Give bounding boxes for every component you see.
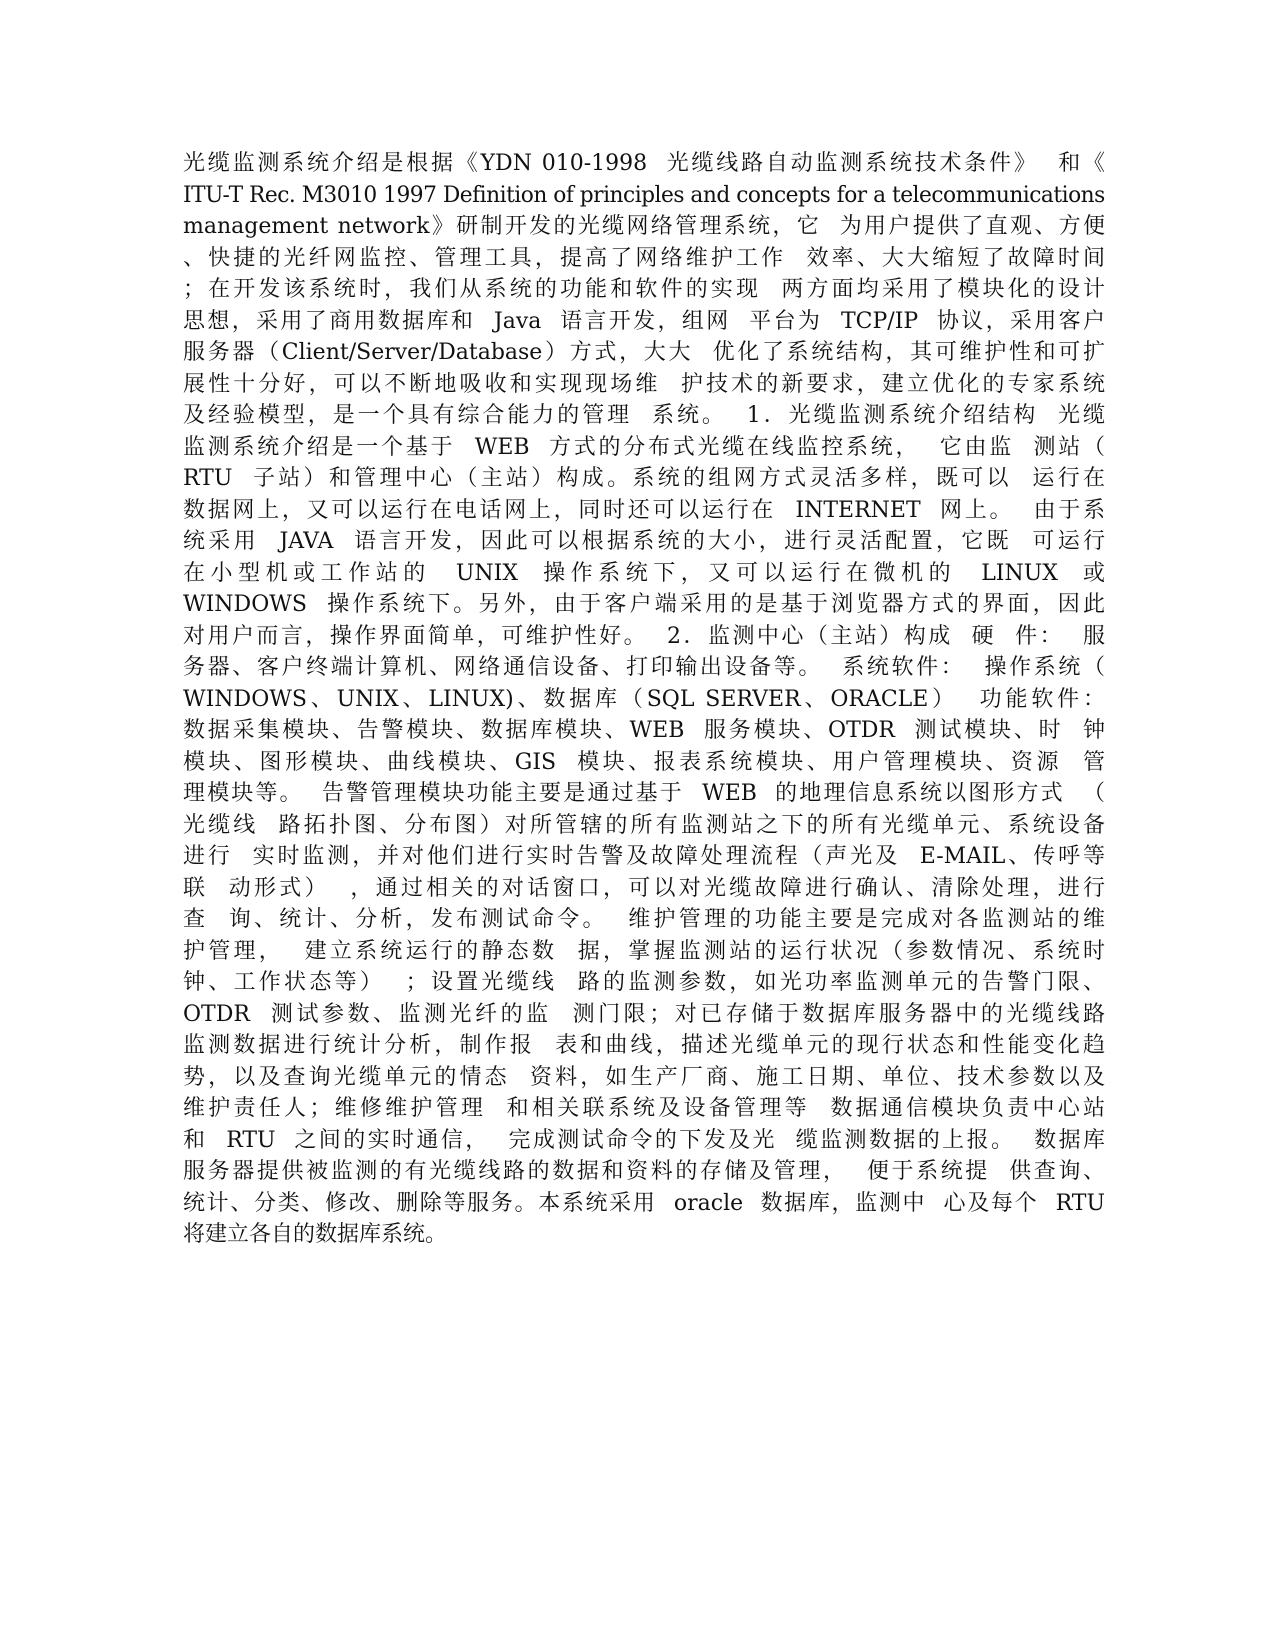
text-line: management network》研制开发的光缆网络管理系统，它 为用户提供了直观、方便: [183, 214, 1105, 239]
text-line: 将建立各自的数据库系统。: [183, 1222, 448, 1247]
text-line: 护管理， 建立系统运行的静态数 据，掌握监测站的运行状况（参数情况、系统时: [183, 938, 1105, 964]
text-line: 和 RTU 之间的实时通信， 完成测试命令的下发及光 缆监测数据的上报。 数据库: [183, 1127, 1105, 1153]
text-line: 监测数据进行统计分析，制作报 表和曲线，描述光缆单元的现行状态和性能变化趋: [183, 1033, 1105, 1058]
text-line: 光缆线 路拓扑图、分布图）对所管辖的所有监测站之下的所有光缆单元、系统设备: [183, 812, 1105, 838]
text-line: 进行 实时监测，并对他们进行实时告警及故障处理流程（声光及 E-MAIL、传呼等: [183, 844, 1105, 869]
text-line: 钟、工作状态等） ；设置光缆线 路的监测参数，如光功率监测单元的告警门限、: [183, 970, 1105, 995]
text-line: 统计、分类、修改、删除等服务。本系统采用 oracle 数据库，监测中 心及每个 RTU: [183, 1190, 1105, 1216]
text-line: 服务器（Client/Server/Database）方式，大大 优化了系统结构，其可维护性和可扩: [183, 340, 1105, 365]
text-line: 理模块等。 告警管理模块功能主要是通过基于 WEB 的地理信息系统以图形方式 （: [183, 781, 1105, 806]
text-line: OTDR 测试参数、监测光纤的监 测门限；对已存储于数据库服务器中的光缆线路: [183, 1001, 1105, 1027]
text-line: ITU-T Rec. M3010 1997 Definition of principles and concepts for a telecommunications: [183, 182, 1105, 208]
body-paragraph: [183, 148, 1105, 1251]
text-line: ；在开发该系统时，我们从系统的功能和软件的实现 两方面均采用了模块化的设计: [183, 277, 1105, 302]
text-line: WINDOWS、UNIX、LINUX)、数据库（SQL SERVER、ORACLE） 功能软件：: [183, 686, 1105, 712]
text-line: 查 询、统计、分析，发布测试命令。 维护管理的功能主要是完成对各监测站的维: [183, 907, 1105, 932]
text-line: 务器、客户终端计算机、网络通信设备、打印输出设备等。 系统软件： 操作系统（: [183, 655, 1105, 680]
text-line: 联 动形式） ，通过相关的对话窗口，可以对光缆故障进行确认、清除处理，进行: [183, 875, 1105, 901]
text-line: 数据采集模块、告警模块、数据库模块、WEB 服务模块、OTDR 测试模块、时 钟: [183, 718, 1105, 743]
text-line: 思想，采用了商用数据库和 Java 语言开发，组网 平台为 TCP/IP 协议，采用客户: [183, 308, 1105, 334]
text-line: RTU 子站）和管理中心（主站）构成。系统的组网方式灵活多样，既可以 运行在: [183, 466, 1105, 491]
text-line: 展性十分好，可以不断地吸收和实现现场维 护技术的新要求，建立优化的专家系统: [183, 371, 1105, 397]
text-line: WINDOWS 操作系统下。另外，由于客户端采用的是基于浏览器方式的界面，因此: [183, 592, 1105, 617]
text-line: 服务器提供被监测的有光缆线路的数据和资料的存储及管理， 便于系统提 供查询、: [183, 1159, 1105, 1184]
text-line: 维护责任人；维修维护管理 和相关联系统及设备管理等 数据通信模块负责中心站: [183, 1096, 1105, 1121]
text-line: 、快捷的光纤网监控、管理工具，提高了网络维护工作 效率、大大缩短了故障时间: [183, 245, 1105, 271]
text-line: 对用户而言，操作界面简单，可维护性好。 2．监测中心（主站）构成 硬 件： 服: [183, 623, 1105, 649]
text-line: 监测系统介绍是一个基于 WEB 方式的分布式光缆在线监控系统， 它由监 测站（: [183, 434, 1105, 460]
text-line: 光缆监测系统介绍是根据《YDN 010-1998 光缆线路自动监测系统技术条件》 和《: [183, 151, 1105, 176]
text-line: 模块、图形模块、曲线模块、GIS 模块、报表系统模块、用户管理模块、资源 管: [183, 749, 1105, 775]
text-line: 及经验模型，是一个具有综合能力的管理 系统。 1．光缆监测系统介绍结构 光缆: [183, 403, 1105, 428]
text-line: 势，以及查询光缆单元的情态 资料，如生产厂商、施工日期、单位、技术参数以及: [183, 1064, 1105, 1090]
text-line: 在小型机或工作站的 UNIX 操作系统下，又可以运行在微机的 LINUX 或: [183, 560, 1105, 586]
text-line: 数据网上，又可以运行在电话网上，同时还可以运行在 INTERNET 网上。 由于系: [183, 497, 1105, 523]
text-line: 统采用 JAVA 语言开发，因此可以根据系统的大小，进行灵活配置，它既 可运行: [183, 529, 1105, 554]
